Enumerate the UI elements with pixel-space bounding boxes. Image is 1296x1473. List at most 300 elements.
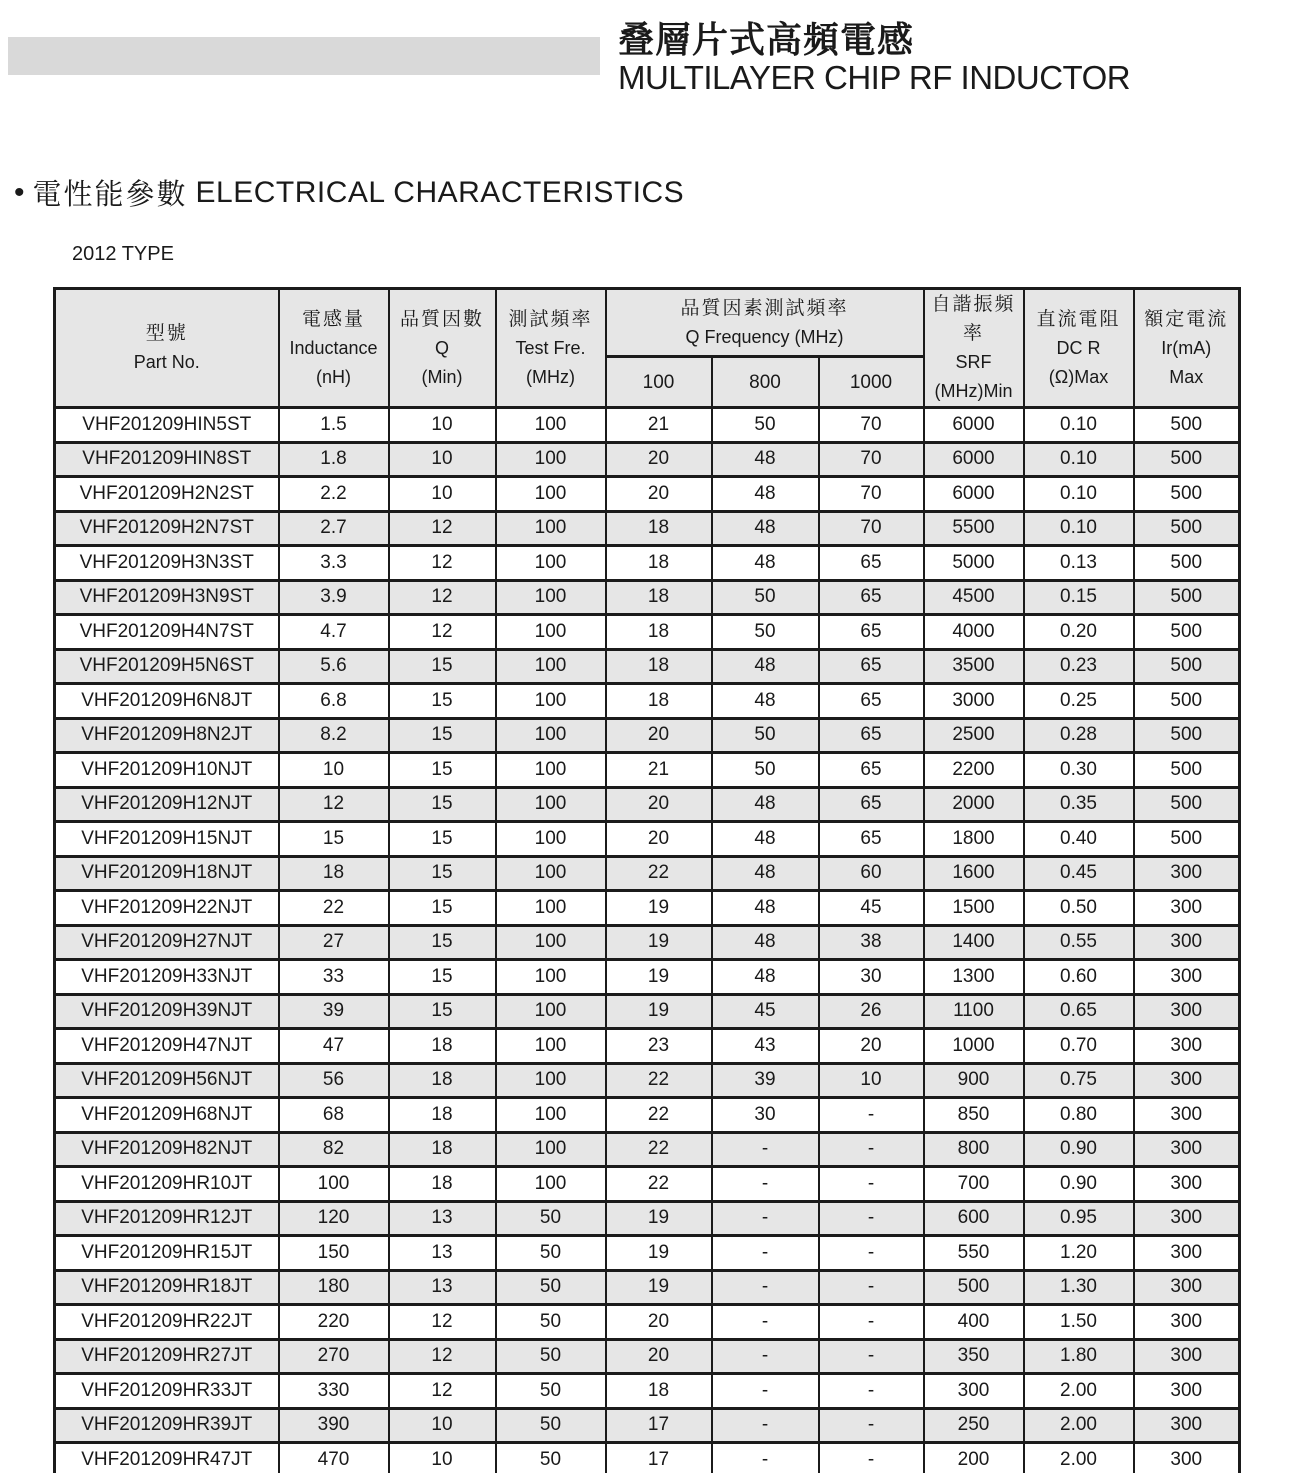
value-cell: 33: [279, 960, 389, 995]
value-cell: 2.00: [1024, 1408, 1134, 1443]
value-cell: 47: [279, 1029, 389, 1064]
value-cell: 1.80: [1024, 1339, 1134, 1374]
table-row: [55, 994, 1240, 1029]
table-row: [55, 1270, 1240, 1305]
part-no-cell: VHF201209H18NJT: [55, 856, 279, 891]
value-cell: 2.00: [1024, 1443, 1134, 1473]
value-cell: 12: [279, 787, 389, 822]
value-cell: 100: [496, 1098, 606, 1133]
value-cell: 0.80: [1024, 1098, 1134, 1133]
part-no-cell: VHF201209HIN8ST: [55, 442, 279, 477]
value-cell: 50: [712, 718, 819, 753]
table-row: [55, 477, 1240, 512]
part-no-cell: VHF201209H3N3ST: [55, 546, 279, 581]
value-cell: 12: [389, 1305, 496, 1340]
col-header-line-en: SRF: [955, 352, 992, 372]
col-header-line-zh: 型號: [145, 323, 188, 344]
value-cell: 48: [712, 891, 819, 926]
value-cell: 39: [712, 1063, 819, 1098]
value-cell: 1600: [924, 856, 1024, 891]
value-cell: 350: [924, 1339, 1024, 1374]
value-cell: 0.40: [1024, 822, 1134, 857]
value-cell: 300: [1134, 856, 1240, 891]
value-cell: 13: [389, 1236, 496, 1271]
part-no-cell: VHF201209H27NJT: [55, 925, 279, 960]
part-no-cell: VHF201209H56NJT: [55, 1063, 279, 1098]
value-cell: 10: [819, 1063, 924, 1098]
value-cell: 12: [389, 511, 496, 546]
value-cell: 15: [389, 787, 496, 822]
part-no-cell: VHF201209H2N7ST: [55, 511, 279, 546]
value-cell: 900: [924, 1063, 1024, 1098]
value-cell: 18: [606, 649, 712, 684]
col-header-line-unit: (Min): [421, 366, 463, 387]
value-cell: 100: [496, 891, 606, 926]
value-cell: 0.25: [1024, 684, 1134, 719]
value-cell: 15: [389, 649, 496, 684]
value-cell: 0.20: [1024, 615, 1134, 650]
value-cell: 50: [712, 753, 819, 788]
value-cell: 4500: [924, 580, 1024, 615]
value-cell: 15: [389, 960, 496, 995]
value-cell: 470: [279, 1443, 389, 1473]
value-cell: 65: [819, 718, 924, 753]
value-cell: 10: [279, 753, 389, 788]
table-row: [55, 787, 1240, 822]
value-cell: 18: [606, 684, 712, 719]
table-row: [55, 580, 1240, 615]
value-cell: 45: [819, 891, 924, 926]
value-cell: 18: [389, 1132, 496, 1167]
value-cell: 300: [1134, 1132, 1240, 1167]
col-header-srf: [924, 289, 1024, 408]
value-cell: 300: [1134, 1029, 1240, 1064]
value-cell: -: [712, 1374, 819, 1409]
part-no-cell: VHF201209HR33JT: [55, 1374, 279, 1409]
part-no-cell: VHF201209HR22JT: [55, 1305, 279, 1340]
value-cell: 26: [819, 994, 924, 1029]
value-cell: 19: [606, 925, 712, 960]
table-row: [55, 1236, 1240, 1271]
value-cell: 300: [1134, 1374, 1240, 1409]
value-cell: 1.50: [1024, 1305, 1134, 1340]
value-cell: 300: [1134, 1063, 1240, 1098]
part-no-cell: VHF201209H15NJT: [55, 822, 279, 857]
value-cell: 100: [496, 925, 606, 960]
value-cell: 22: [606, 1132, 712, 1167]
table-row: [55, 546, 1240, 581]
col-header-line-en: Q: [434, 337, 449, 358]
col-header-line-unit: (MHz): [526, 366, 575, 387]
value-cell: 13: [389, 1201, 496, 1236]
value-cell: 23: [606, 1029, 712, 1064]
value-cell: 20: [606, 822, 712, 857]
value-cell: 18: [389, 1063, 496, 1098]
value-cell: 1800: [924, 822, 1024, 857]
value-cell: 2.7: [279, 511, 389, 546]
value-cell: 12: [389, 580, 496, 615]
value-cell: 100: [496, 408, 606, 443]
value-cell: 48: [712, 546, 819, 581]
value-cell: 21: [606, 753, 712, 788]
value-cell: 12: [389, 546, 496, 581]
value-cell: 100: [496, 580, 606, 615]
table-row: [55, 960, 1240, 995]
value-cell: 2200: [924, 753, 1024, 788]
table-row: [55, 1305, 1240, 1340]
value-cell: 18: [606, 615, 712, 650]
value-cell: 100: [496, 546, 606, 581]
table-row: [55, 684, 1240, 719]
value-cell: 100: [496, 718, 606, 753]
value-cell: 0.45: [1024, 856, 1134, 891]
value-cell: 15: [389, 891, 496, 926]
value-cell: -: [819, 1167, 924, 1202]
table-row: [55, 925, 1240, 960]
part-no-cell: VHF201209HIN5ST: [55, 408, 279, 443]
value-cell: 65: [819, 684, 924, 719]
part-no-cell: VHF201209H4N7ST: [55, 615, 279, 650]
value-cell: 300: [1134, 1270, 1240, 1305]
value-cell: 15: [389, 856, 496, 891]
table-row: [55, 615, 1240, 650]
value-cell: 2.2: [279, 477, 389, 512]
value-cell: 330: [279, 1374, 389, 1409]
table-row: [55, 753, 1240, 788]
value-cell: 50: [712, 408, 819, 443]
value-cell: 50: [496, 1236, 606, 1271]
value-cell: 8.2: [279, 718, 389, 753]
value-cell: 10: [389, 408, 496, 443]
part-no-cell: VHF201209H10NJT: [55, 753, 279, 788]
value-cell: 22: [606, 1167, 712, 1202]
value-cell: 600: [924, 1201, 1024, 1236]
value-cell: 2.00: [1024, 1374, 1134, 1409]
value-cell: 22: [606, 1098, 712, 1133]
value-cell: 500: [1134, 787, 1240, 822]
bullet-icon: •: [14, 175, 25, 209]
value-cell: 4000: [924, 615, 1024, 650]
value-cell: 20: [606, 1305, 712, 1340]
value-cell: 0.35: [1024, 787, 1134, 822]
value-cell: 10: [389, 1443, 496, 1473]
value-cell: 100: [496, 511, 606, 546]
value-cell: 1.8: [279, 442, 389, 477]
col-header-q-freq-800: 800: [712, 357, 819, 408]
table-row: [55, 649, 1240, 684]
value-cell: 48: [712, 684, 819, 719]
table-row: [55, 408, 1240, 443]
value-cell: 100: [496, 1167, 606, 1202]
col-header-dcr: [1024, 289, 1134, 408]
value-cell: 50: [496, 1201, 606, 1236]
value-cell: 300: [1134, 925, 1240, 960]
value-cell: 500: [1134, 822, 1240, 857]
table-row: [55, 1201, 1240, 1236]
col-header-line-zh: 直流電阻: [1036, 308, 1121, 330]
part-no-cell: VHF201209H8N2JT: [55, 718, 279, 753]
value-cell: 100: [496, 822, 606, 857]
value-cell: 250: [924, 1408, 1024, 1443]
section-heading-english: ELECTRICAL CHARACTERISTICS: [195, 175, 685, 209]
value-cell: 0.60: [1024, 960, 1134, 995]
col-header-q: [389, 289, 496, 408]
col-header-line-unit: (MHz)Min: [934, 381, 1013, 401]
value-cell: -: [712, 1408, 819, 1443]
value-cell: 60: [819, 856, 924, 891]
value-cell: 5500: [924, 511, 1024, 546]
value-cell: 13: [389, 1270, 496, 1305]
value-cell: -: [712, 1270, 819, 1305]
value-cell: 100: [496, 1132, 606, 1167]
part-no-cell: VHF201209HR27JT: [55, 1339, 279, 1374]
value-cell: 12: [389, 1339, 496, 1374]
value-cell: 2500: [924, 718, 1024, 753]
value-cell: 1.30: [1024, 1270, 1134, 1305]
part-no-cell: VHF201209HR18JT: [55, 1270, 279, 1305]
value-cell: 10: [389, 1408, 496, 1443]
part-no-cell: VHF201209HR47JT: [55, 1443, 279, 1473]
value-cell: 300: [1134, 994, 1240, 1029]
value-cell: 19: [606, 960, 712, 995]
value-cell: 150: [279, 1236, 389, 1271]
value-cell: 5000: [924, 546, 1024, 581]
value-cell: 0.30: [1024, 753, 1134, 788]
value-cell: 0.23: [1024, 649, 1134, 684]
table-row: [55, 1443, 1240, 1473]
value-cell: 500: [1134, 580, 1240, 615]
value-cell: 500: [1134, 753, 1240, 788]
value-cell: 65: [819, 787, 924, 822]
value-cell: 22: [606, 856, 712, 891]
value-cell: 20: [606, 1339, 712, 1374]
value-cell: 56: [279, 1063, 389, 1098]
value-cell: 12: [389, 1374, 496, 1409]
value-cell: 100: [496, 753, 606, 788]
value-cell: 300: [1134, 891, 1240, 926]
value-cell: -: [819, 1443, 924, 1473]
table-row: [55, 511, 1240, 546]
value-cell: 550: [924, 1236, 1024, 1271]
value-cell: 50: [496, 1374, 606, 1409]
value-cell: -: [712, 1167, 819, 1202]
value-cell: -: [712, 1443, 819, 1473]
value-cell: -: [712, 1236, 819, 1271]
value-cell: 48: [712, 511, 819, 546]
value-cell: 48: [712, 442, 819, 477]
value-cell: 3.3: [279, 546, 389, 581]
value-cell: 300: [1134, 1098, 1240, 1133]
col-header-part-no: [55, 289, 279, 408]
value-cell: 500: [924, 1270, 1024, 1305]
value-cell: 70: [819, 511, 924, 546]
col-header-inductance: [279, 289, 389, 408]
col-header-line-en: Test Fre.: [515, 337, 586, 358]
value-cell: 500: [1134, 477, 1240, 512]
value-cell: 100: [496, 994, 606, 1029]
value-cell: 4.7: [279, 615, 389, 650]
value-cell: 500: [1134, 442, 1240, 477]
value-cell: 70: [819, 442, 924, 477]
value-cell: 65: [819, 649, 924, 684]
value-cell: 3.9: [279, 580, 389, 615]
value-cell: 30: [712, 1098, 819, 1133]
value-cell: 0.95: [1024, 1201, 1134, 1236]
value-cell: 1300: [924, 960, 1024, 995]
electrical-characteristics-table: [53, 287, 1241, 1473]
value-cell: 48: [712, 787, 819, 822]
value-cell: 15: [389, 925, 496, 960]
value-cell: 20: [606, 442, 712, 477]
value-cell: 3000: [924, 684, 1024, 719]
part-no-cell: VHF201209H47NJT: [55, 1029, 279, 1064]
value-cell: 850: [924, 1098, 1024, 1133]
col-header-line-zh: 品質因素測試頻率: [680, 297, 849, 319]
value-cell: 0.10: [1024, 477, 1134, 512]
value-cell: -: [819, 1305, 924, 1340]
value-cell: 500: [1134, 511, 1240, 546]
value-cell: 500: [1134, 718, 1240, 753]
col-header-line-unit: (nH): [316, 366, 351, 387]
col-header-q-freq-100: 100: [606, 357, 712, 408]
part-no-cell: VHF201209H68NJT: [55, 1098, 279, 1133]
section-heading: [14, 172, 684, 213]
value-cell: 300: [1134, 1443, 1240, 1473]
value-cell: 100: [496, 649, 606, 684]
table-row: [55, 1063, 1240, 1098]
value-cell: 6000: [924, 477, 1024, 512]
part-no-cell: VHF201209H6N8JT: [55, 684, 279, 719]
table-row: [55, 718, 1240, 753]
value-cell: 2000: [924, 787, 1024, 822]
value-cell: 0.50: [1024, 891, 1134, 926]
col-header-line-en: DC R: [1056, 337, 1101, 358]
value-cell: -: [712, 1339, 819, 1374]
value-cell: 100: [496, 442, 606, 477]
col-header-line-zh: 電感量: [301, 308, 365, 330]
header-gray-bar: [8, 37, 600, 75]
col-header-line-zh: 額定電流: [1144, 308, 1229, 330]
value-cell: 18: [279, 856, 389, 891]
value-cell: 17: [606, 1443, 712, 1473]
col-header-rated-current: [1134, 289, 1240, 408]
value-cell: 0.75: [1024, 1063, 1134, 1098]
value-cell: -: [819, 1408, 924, 1443]
table-row: [55, 856, 1240, 891]
value-cell: 100: [496, 1063, 606, 1098]
value-cell: 18: [606, 580, 712, 615]
value-cell: 700: [924, 1167, 1024, 1202]
value-cell: 300: [1134, 1408, 1240, 1443]
value-cell: 400: [924, 1305, 1024, 1340]
table-row: [55, 1132, 1240, 1167]
value-cell: 19: [606, 891, 712, 926]
value-cell: 0.10: [1024, 511, 1134, 546]
value-cell: 70: [819, 477, 924, 512]
col-header-q-freq-1000: 1000: [819, 357, 924, 408]
page-title-english: MULTILAYER CHIP RF INDUCTOR: [618, 59, 1131, 96]
value-cell: 390: [279, 1408, 389, 1443]
value-cell: 100: [496, 960, 606, 995]
part-no-cell: VHF201209HR10JT: [55, 1167, 279, 1202]
value-cell: 1400: [924, 925, 1024, 960]
value-cell: 0.15: [1024, 580, 1134, 615]
value-cell: 65: [819, 546, 924, 581]
section-heading-chinese: 電性能參數: [32, 179, 188, 211]
value-cell: 6.8: [279, 684, 389, 719]
value-cell: 19: [606, 1270, 712, 1305]
value-cell: -: [819, 1339, 924, 1374]
table-row: [55, 1374, 1240, 1409]
value-cell: 27: [279, 925, 389, 960]
value-cell: 21: [606, 408, 712, 443]
value-cell: 70: [819, 408, 924, 443]
value-cell: 19: [606, 994, 712, 1029]
part-no-cell: VHF201209HR39JT: [55, 1408, 279, 1443]
part-no-cell: VHF201209HR15JT: [55, 1236, 279, 1271]
value-cell: 180: [279, 1270, 389, 1305]
value-cell: 500: [1134, 408, 1240, 443]
value-cell: 50: [712, 615, 819, 650]
value-cell: 100: [279, 1167, 389, 1202]
value-cell: -: [819, 1236, 924, 1271]
value-cell: 18: [389, 1098, 496, 1133]
value-cell: 100: [496, 684, 606, 719]
part-no-cell: VHF201209H5N6ST: [55, 649, 279, 684]
table-row: [55, 442, 1240, 477]
part-no-cell: VHF201209H2N2ST: [55, 477, 279, 512]
col-header-line-unit: (Ω)Max: [1048, 366, 1109, 387]
value-cell: 220: [279, 1305, 389, 1340]
part-no-cell: VHF201209H12NJT: [55, 787, 279, 822]
col-header-line-en: Part No.: [133, 352, 200, 372]
value-cell: 0.28: [1024, 718, 1134, 753]
value-cell: 10: [389, 477, 496, 512]
value-cell: 0.10: [1024, 408, 1134, 443]
value-cell: 38: [819, 925, 924, 960]
value-cell: 5.6: [279, 649, 389, 684]
value-cell: 19: [606, 1236, 712, 1271]
value-cell: 0.10: [1024, 442, 1134, 477]
value-cell: -: [712, 1132, 819, 1167]
part-no-cell: VHF201209H3N9ST: [55, 580, 279, 615]
value-cell: -: [819, 1098, 924, 1133]
value-cell: 39: [279, 994, 389, 1029]
value-cell: 50: [496, 1443, 606, 1473]
table-row: [55, 1029, 1240, 1064]
value-cell: 0.70: [1024, 1029, 1134, 1064]
value-cell: 48: [712, 856, 819, 891]
value-cell: -: [712, 1305, 819, 1340]
table-header: [55, 289, 1240, 408]
part-no-cell: VHF201209H39NJT: [55, 994, 279, 1029]
value-cell: 22: [606, 1063, 712, 1098]
value-cell: 200: [924, 1443, 1024, 1473]
col-header-line-en: Inductance: [289, 337, 378, 358]
value-cell: 1.5: [279, 408, 389, 443]
value-cell: -: [819, 1270, 924, 1305]
value-cell: 48: [712, 649, 819, 684]
value-cell: 18: [389, 1167, 496, 1202]
value-cell: 15: [389, 684, 496, 719]
value-cell: 22: [279, 891, 389, 926]
value-cell: 500: [1134, 546, 1240, 581]
title-block: [618, 20, 1130, 96]
value-cell: 0.90: [1024, 1167, 1134, 1202]
value-cell: 20: [606, 787, 712, 822]
col-header-test-freq: [496, 289, 606, 408]
value-cell: 0.13: [1024, 546, 1134, 581]
